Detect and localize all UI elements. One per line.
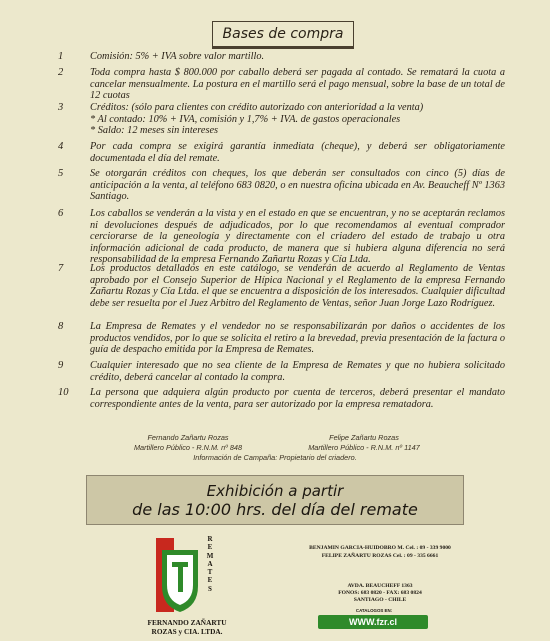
company-name-line-2: ROZAS y CIA. LTDA.: [151, 626, 223, 636]
clause-text: La Empresa de Remates y el vendedor no se responsabilizarán por daños o accidentes de los productos vendidos, por lo que se solicita el retiro a la brevedad, previa presentación de la factura o guía de despacho emitida por la Empresa de Remates.: [90, 321, 505, 356]
clause-number: 8: [58, 321, 64, 332]
title-underline: [212, 47, 354, 49]
clause-text: Los productos detallados en este catálogo, se venderán de acuerdo al Reglamento de Ventas aprobado por el Consejo Superior de Hípica Nacional y el Reglamento de la empresa Fernando Zañartu Rozas y Cía Ltda. el que se encuentra a disposición de los interesados. Cualquier dificultad debe ser resuelta por el Juez Arbitro del Reglamento de Ventas, señor Juan Jorge Lazo Rodríguez.: [90, 263, 505, 309]
clause-number: 4: [58, 141, 64, 152]
campaign-info: Información de Campaña: Propietario del criadero.: [193, 453, 357, 462]
catalog-label: CATALOGOS EN:: [355, 608, 393, 613]
banner-line-1: Exhibición a partir: [206, 482, 344, 500]
clause-number: 1: [58, 51, 64, 62]
address-line-1: AVDA. BEAUCHEFF 1363: [347, 583, 413, 589]
clause-text: Comisión: 5% + IVA sobre valor martillo.: [90, 51, 265, 62]
address-line-2: FONOS: 683 0820 - FAX: 683 0824: [338, 590, 422, 596]
clause-number: 10: [58, 387, 69, 398]
signature-role: Martillero Público - R.N.M. nº 848: [133, 442, 243, 452]
clause-text: Toda compra hasta $ 800.000 por caballo deberá ser pagada al contado. Se rematará la cuota a cancelar mensualmente. La postura en el martillo será el pago mensual, sobre la base de un total de 12 cuotas: [90, 67, 505, 102]
clause-text: Cualquier interesado que no sea cliente de la Empresa de Remates y que no hubiera solicitado crédito, deberá cancelar al contado la compra.: [90, 360, 505, 383]
footer: [0, 533, 550, 641]
contact-phone-2: FELIPE ZAÑARTU ROZAS Cel. : 09 - 335 6661: [321, 553, 439, 559]
clause-number: 2: [58, 67, 64, 78]
exhibition-banner: [86, 475, 464, 525]
clause-number: 6: [58, 208, 64, 219]
company-logo-icon: [150, 536, 230, 616]
clause-text: Créditos: (sólo para clientes con crédito autorizado con anterioridad a la venta) * Al contado: 10% + IVA, comisión y 1,7% + IVA. de gastos operacionales * Saldo: 12 meses sin intereses: [90, 102, 424, 137]
clause-text: La persona que adquiera algún producto por cuenta de terceros, deberá presentar el mandato correspondiente antes de la venta, para ser autorizado por la empresa rematadora.: [90, 387, 505, 410]
company-name-line-1: FERNANDO ZAÑARTU: [147, 618, 227, 627]
contact-phone-1: BENJAMIN GARCIA-HUIDOBRO M. Cel. : 09 - 339 9000: [309, 545, 451, 551]
address-line-3: SANTIAGO - CHILE: [353, 597, 407, 603]
signature-role: Martillero Público - R.N.M. nº 1147: [308, 442, 420, 452]
signature-fernando: [88, 433, 288, 452]
signature-name: Fernando Zañartu Rozas: [147, 433, 229, 442]
clause-number: 7: [58, 263, 64, 274]
website-link[interactable]: WWW.fzr.cl: [318, 615, 428, 629]
clause-text: Los caballos se venderán a la vista y en el estado en que se encuentran, y no se aceptarán reclamos ni devoluciones después de adjudicados, por lo que recomendamos al eventual comprador cerciorarse de la geneología y directamente con el criadero del estado de trabajo u otra información adicional de cada producto, de manera que si hubiera alguna diferencia no será responsabilidad de la empresa Fernando Zañartu Rozas y Cía Ltda.: [90, 208, 505, 266]
clause-number: 5: [58, 168, 64, 179]
clause-number: 3: [58, 102, 64, 113]
clause-text: Por cada compra se exigirá garantía inmediata (cheque), y deberá ser obligatoriamente documentada el día del remate.: [90, 141, 505, 164]
company-name: [137, 619, 237, 636]
logo-remates-text: R E M A T E S: [206, 535, 214, 593]
signature-name: Felipe Zañartu Rozas: [329, 433, 399, 442]
page-title: Bases de compra: [212, 21, 354, 47]
clause-text: Se otorgarán créditos con cheques, los que deberán ser consultados con cinco (5) días de anticipación a la venta, al teléfono 683 0820, o en nuestra oficina ubicada en Av. Beaucheff Nº 1363 Santiago.: [90, 168, 505, 203]
banner-line-2: de las 10:00 hrs. del día del remate: [132, 500, 418, 519]
clause-number: 9: [58, 360, 64, 371]
signature-felipe: [264, 433, 464, 452]
